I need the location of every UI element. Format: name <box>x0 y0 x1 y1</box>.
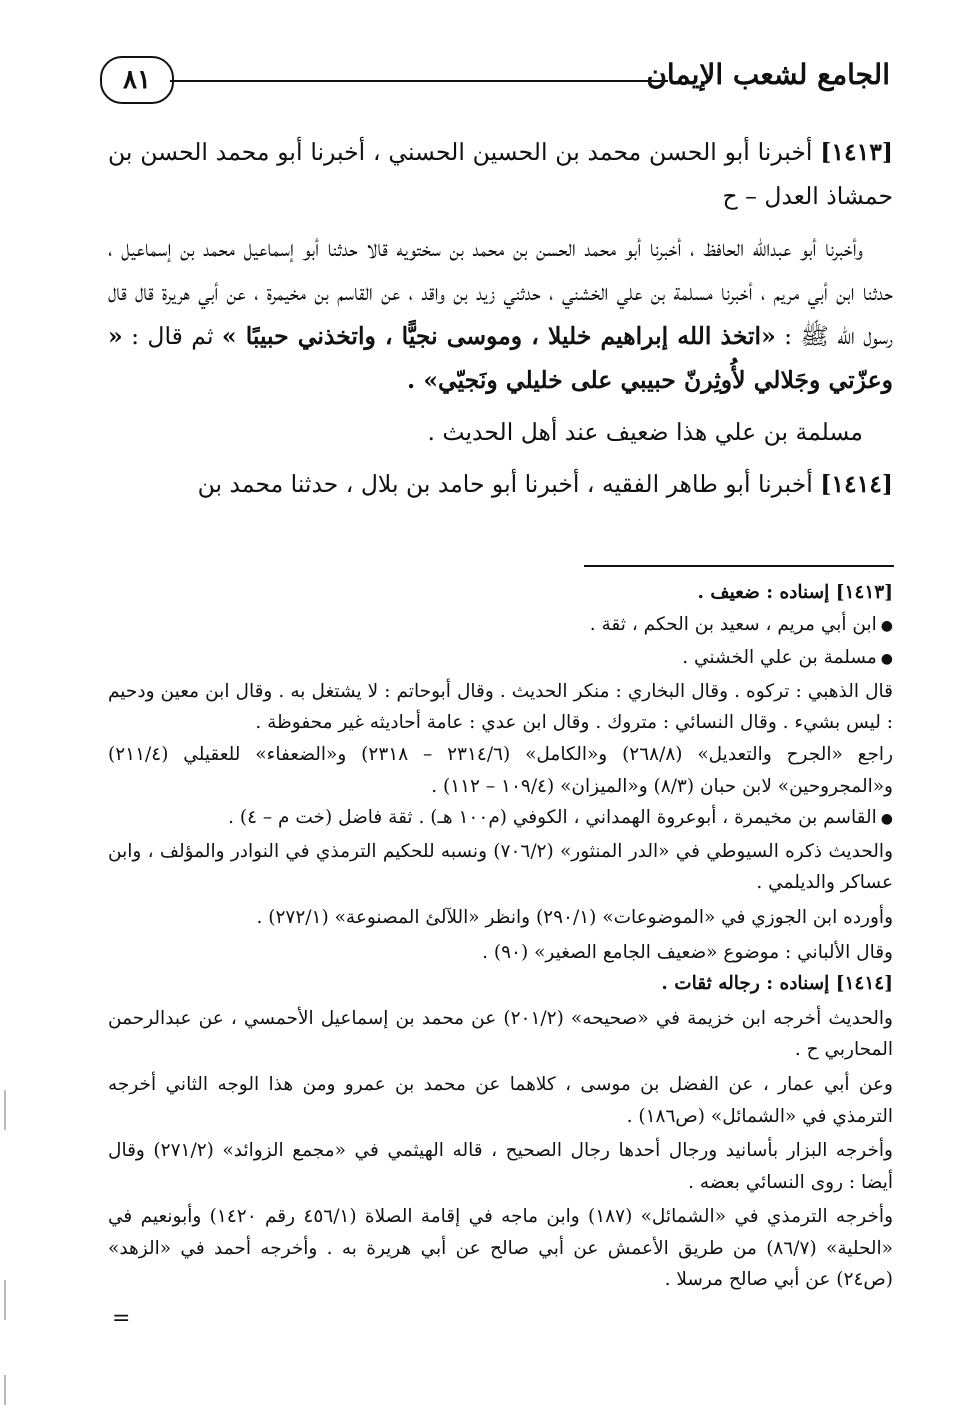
footnote-text: وأورده ابن الجوزي في «الموضوعات» (٢٩٠/١) وانظر «اللآلئ المصنوعة» (٢٧٢/١) . <box>256 906 893 928</box>
narrator-text: القاسم بن مخيمرة ، أبوعروة الهمداني ، الكوفي (م١٠٠ هـ) . ثقة فاضل (خت م – ٤) . <box>228 807 877 829</box>
running-title: الجامع لشعب الإيمان <box>646 58 890 91</box>
chain-text: ثم قال : <box>122 322 222 350</box>
footnote-narrator-item <box>108 802 893 836</box>
footnote-1413-heading: [١٤١٣] إسناده : ضعيف . <box>697 582 893 603</box>
footnote-text: والحديث ذكره السيوطي في «الدر المنثور» (٧٠٦/٢) ونسبه للحكيم الترمذي في النوادر والمؤلف ، وابن عساكر والديلمي . <box>108 840 894 894</box>
footnote-narrator-item <box>108 609 893 643</box>
footnote-narrator-item <box>108 642 893 676</box>
author-comment: مسلمة بن علي هذا ضعيف عند أهل الحديث . <box>427 418 863 446</box>
footnote-text: قال الذهبي : تركوه . وقال البخاري : منكر الحديث . وقال أبوحاتم : لا يشتغل به . وقال ابن معين ودحيم : ليس بشيء . وقال النسائي : متروك . وقال ابن عدي : عامة أحاديثه غير محفوظة . <box>108 680 893 734</box>
hadith-matn: « وعزّتي وجَلالي لأُوثِرنّ حبيبي على خليلي ونَجيّي» . <box>108 322 893 394</box>
hadith-matn: «اتخذ الله إبراهيم خليلا ، وموسى نجيًّا ، واتخذني حبيبًا » <box>221 322 776 350</box>
continuation-mark: = <box>112 1306 131 1331</box>
narrator-text: ابن أبي مريم ، سعيد بن الحكم ، ثقة . <box>589 613 877 635</box>
footnote-1414-heading: [١٤١٤] إسناده : رجاله ثقات . <box>661 973 893 995</box>
footnote-text: راجع «الجرح والتعديل» (٢٦٨/٨) و«الكامل» (٢٣١٤/٦ – ٢٣١٨) و«الضعفاء» للعقيلي (٢١١/٤) و«المجروحين» لابن حبان (٨/٣) و«الميزان» (١٠٩/٤ – ١١٢) . <box>108 743 894 797</box>
header-rule <box>170 80 668 82</box>
hadith-1414-chain <box>108 462 893 506</box>
footnote-text: وعن أبي عمار ، عن الفضل بن موسى ، كلاهما عن محمد بن عمرو ومن هذا الوجه الثاني أخرجه الترمذي في «الشمائل» (ص١٨٦) . <box>108 1073 893 1127</box>
chain-text: أخبرنا أبو الحسن محمد بن الحسين الحسني ، أخبرنا أبو محمد الحسن بن حمشاذ العدل – ح <box>108 138 893 210</box>
narrator-text: مسلمة بن علي الخشني . <box>682 647 877 669</box>
hadith-1413-chain-a <box>108 130 893 218</box>
footnotes <box>108 577 893 1296</box>
bullet-icon: ● <box>880 811 893 828</box>
footnote-separator <box>584 565 894 567</box>
chain-text: أخبرنا أبو طاهر الفقيه ، أخبرنا أبو حامد بن بلال ، حدثنا محمد بن <box>197 470 821 498</box>
footnote-text: والحديث أخرجه ابن خزيمة في «صحيحه» (٢٠١/٢) عن محمد بن إسماعيل الأحمسي ، عن عبدالرحمن المحاربي ح . <box>108 1007 893 1061</box>
bullet-icon: ● <box>880 617 893 634</box>
page-number: ٨١ <box>100 56 174 104</box>
hadith-number: [١٤١٤] <box>820 470 893 498</box>
chain-text: وأخبرنا أبو عبدالله الحافظ ، أخبرنا أبو محمد الحسن بن محمد بن سختويه قالا حدثنا أبو إسماعيل محمد بن إسماعيل ، حدثنا ابن أبي مريم ، أخبرنا مسلمة بن علي الخشني ، حدثني زيد بن واقد ، عن القاسم بن مخيمرة ، عن أبي هريرة قال قال رسول الله ﷺ : <box>108 234 894 350</box>
main-text <box>108 130 893 514</box>
footnote-text: وقال الألباني : موضوع «ضعيف الجامع الصغير» (٩٠) . <box>482 941 893 963</box>
hadith-1413-chain-b <box>108 226 893 402</box>
hadith-number: [١٤١٣] <box>820 138 893 166</box>
page-header <box>90 52 890 102</box>
scan-margin-mark <box>4 1280 6 1320</box>
scan-margin-mark <box>4 1375 6 1405</box>
footnote-text: وأخرجه الترمذي في «الشمائل» (١٨٧) وابن ماجه في إقامة الصلاة (٤٥٦/١ رقم ١٤٢٠) وأبونعيم في «الحلية» (٨٦/٧) من طريق الأعمش عن أبي صالح عن أبي هريرة به . وأخرجه أحمد في «الزهد» (ص٢٤) عن أبي صالح مرسلا . <box>108 1206 893 1291</box>
scan-margin-mark <box>4 1090 6 1130</box>
bullet-icon: ● <box>880 651 893 668</box>
footnote-text: وأخرجه البزار بأسانيد ورجال أحدها رجال الصحيح ، قاله الهيثمي في «مجمع الزوائد» (٢٧١/٢) وقال أيضا : روى النسائي بعضه . <box>108 1140 893 1193</box>
